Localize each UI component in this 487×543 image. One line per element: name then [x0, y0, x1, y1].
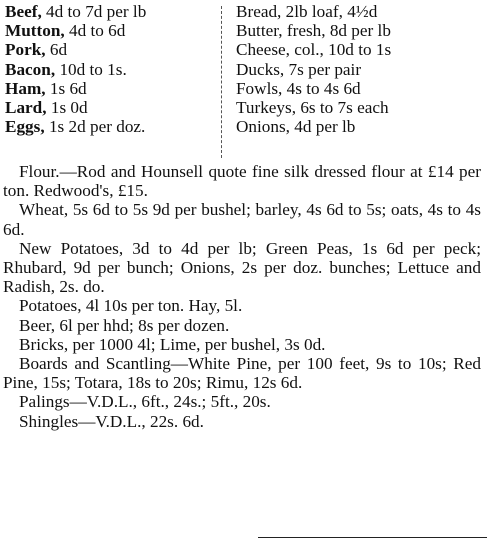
item-price: 4d per lb — [289, 117, 356, 137]
price-row-lard — [5, 98, 146, 117]
item-price: 4d to 6d — [64, 21, 126, 41]
paragraph-shingles: Shingles—V.D.L., 22s. 6d. — [19, 411, 204, 431]
paragraph-bricks-lime: Bricks, per 1000 4l; Lime, per bushel, 3s 0d. — [19, 334, 326, 354]
item-price: 1s 2d per doz. — [44, 117, 146, 137]
price-row-ham — [5, 79, 146, 98]
price-row-turkeys — [236, 98, 391, 117]
price-row-pork — [5, 40, 146, 59]
item-price: 6d — [45, 40, 68, 60]
prices-left-column — [5, 2, 146, 136]
paragraph-timber: Boards and Scantling—White Pine, per 100 feet, 9s to 10s; Red Pine, 15s; Totara, 18s to 20s; Rimu, 12s 6d. — [3, 354, 481, 393]
item-price: 2lb loaf, 4½d — [281, 2, 378, 21]
paragraph-grain: Wheat, 5s 6d to 5s 9d per bushel; barley, 4s 6d to 5s; oats, 4s to 4s 6d. — [3, 200, 481, 239]
column-divider — [221, 6, 222, 158]
item-name: Fowls, — [236, 78, 283, 98]
price-row-cheese — [236, 40, 391, 59]
price-row-eggs — [5, 117, 146, 136]
item-name: Turkeys, — [236, 97, 297, 117]
item-name: Bread, — [236, 2, 282, 21]
price-row-beef — [5, 2, 146, 21]
item-name: Cheese, — [236, 40, 290, 60]
item-name: Eggs, — [5, 117, 45, 137]
prices-right-column — [236, 2, 391, 136]
item-name: Mutton, — [5, 21, 65, 41]
item-price: 6s to 7s each — [296, 97, 389, 117]
price-row-butter — [236, 21, 391, 40]
paragraph-potatoes-hay: Potatoes, 4l 10s per ton. Hay, 5l. — [19, 296, 243, 316]
item-name: Butter, — [236, 21, 283, 41]
price-row-ducks — [236, 60, 391, 79]
item-name: Ducks, — [236, 59, 285, 79]
item-price: 4d to 7d per lb — [41, 2, 147, 21]
price-row-bacon — [5, 60, 146, 79]
item-name: Bacon, — [5, 59, 56, 79]
paragraph-palings: Palings—V.D.L., 6ft., 24s.; 5ft., 20s. — [19, 392, 271, 412]
price-row-mutton — [5, 21, 146, 40]
paragraph-flour: Flour.—Rod and Hounsell quote fine silk dressed flour at £14 per ton. Redwood's, £15. — [3, 162, 481, 201]
item-price: 4s to 4s 6d — [282, 78, 361, 98]
item-name: Beef, — [5, 2, 42, 21]
item-name: Onions, — [236, 117, 290, 137]
item-price: 7s per pair — [284, 59, 362, 79]
item-name: Ham, — [5, 78, 46, 98]
item-price: col., 10d to 1s — [289, 40, 392, 60]
paragraph-beer: Beer, 6l per hhd; 8s per dozen. — [19, 315, 230, 335]
price-row-bread — [236, 2, 391, 21]
item-name: Lard, — [5, 97, 47, 117]
market-prices-table — [3, 2, 481, 162]
column-end-rule — [258, 537, 487, 538]
price-row-fowls — [236, 79, 391, 98]
item-name: Pork, — [5, 40, 46, 60]
item-price: 10d to 1s. — [55, 59, 127, 79]
price-row-onions — [236, 117, 391, 136]
item-price: 1s 0d — [46, 97, 88, 117]
paragraph-vegetables: New Potatoes, 3d to 4d per lb; Green Peas, 1s 6d per peck; Rhubard, 9d per bunch; Onions, 2s per doz. bunches; Lettuce and Radish, 2s. do. — [3, 238, 481, 297]
item-price: fresh, 8d per lb — [282, 21, 391, 41]
item-price: 1s 6d — [45, 78, 87, 98]
